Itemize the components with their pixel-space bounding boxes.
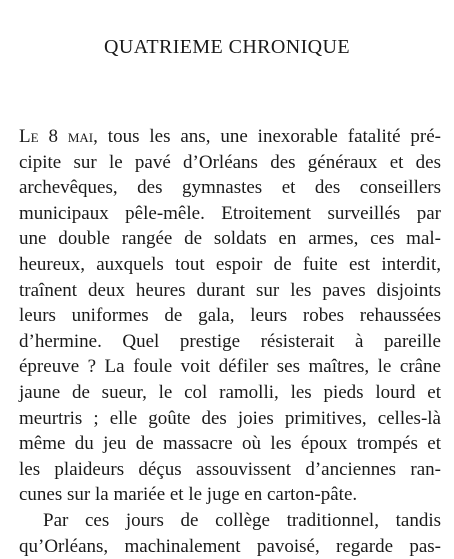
- text-line: leurs uniformes de gala, leurs robes rehaussées: [19, 303, 441, 329]
- text-line: une double rangée de soldats en armes, ces mal-: [19, 226, 441, 252]
- text-line: [19, 124, 441, 150]
- text-line: jaune de sueur, le col ramolli, les pieds lourd et: [19, 380, 441, 406]
- text-line: municipaux pêle-mêle. Etroitement surveillés par: [19, 201, 441, 227]
- text-line: archevêques, des gymnastes et des conseillers: [19, 175, 441, 201]
- body-text: [19, 124, 441, 559]
- text-line: meurtris ; elle goûte des joies primitives, celles-là: [19, 406, 441, 432]
- text-line: heureux, auxquels tout espoir de fuite est interdit,: [19, 252, 441, 278]
- paragraph-2: [19, 508, 441, 559]
- text-line: d’hermine. Quel prestige résisterait à pareille: [19, 329, 441, 355]
- paragraph-lead: Le 8 mai,: [19, 126, 98, 147]
- paragraph-1: [19, 124, 441, 508]
- text-line: les plaideurs déçus assouvissent d’anciennes ran-: [19, 457, 441, 483]
- chapter-title: QUATRIEME CHRONIQUE: [0, 36, 454, 59]
- text-line: cunes sur la mariée et le juge en carton-pâte.: [19, 482, 441, 508]
- text-line: qu’Orléans, machinalement pavoisé, regarde pas-: [19, 534, 441, 559]
- text-line: Par ces jours de collège traditionnel, tandis: [19, 508, 441, 534]
- text-line-content: tous les ans, une inexorable fatalité pré-: [98, 126, 441, 147]
- text-line: traînent deux heures durant sur les paves disjoints: [19, 278, 441, 304]
- text-line: même du jeu de massacre où les époux trompés et: [19, 431, 441, 457]
- text-line: cipite sur le pavé d’Orléans des généraux et des: [19, 150, 441, 176]
- text-line: épreuve ? La foule voit défiler ses maîtres, le crâne: [19, 354, 441, 380]
